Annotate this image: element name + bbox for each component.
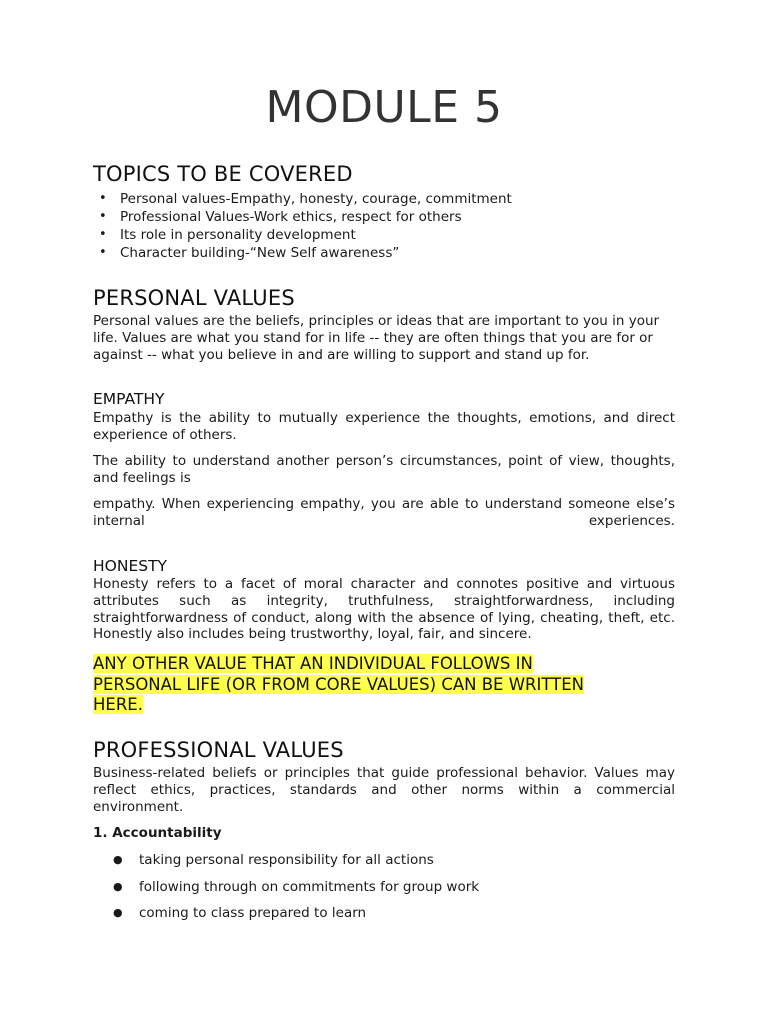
list-item [93,244,512,262]
topic-text: Professional Values-Work ethics, respect for others [120,209,462,225]
accountability-title: 1. Accountability [93,825,222,841]
accountability-list [93,851,479,931]
personal-values-text: Personal values are the beliefs, principles or ideas that are important to you in your life. Values are what you stand for in life -- they are often things that you are for or against -- what you believe in and are willing to support and stand up for. [93,313,660,363]
empathy-paragraph-1: Empathy is the ability to mutually experience the thoughts, emotions, and direct experience of others. [93,410,675,443]
empathy-paragraph-3: empathy. When experiencing empathy, you are able to understand someone else’s internal experiences. [93,496,675,529]
list-item [93,208,512,226]
list-item [93,190,512,208]
honesty-text: Honesty refers to a facet of moral character and connotes positive and virtuous attributes such as integrity, truthfulness, straightforwardness, including straightforwardness of conduct, along with the absence of lying, cheating, theft, etc. Honestly also includes being trustworthy, loyal, fair, and sincere. [93,576,675,643]
note-line: PERSONAL LIFE (OR FROM CORE VALUES) CAN BE WRITTEN [93,674,585,694]
note-line: HERE. [93,695,143,714]
empathy-paragraph-2: The ability to understand another person’s circumstances, point of view, thoughts, and feelings is [93,453,675,486]
highlighted-note [93,654,584,716]
bullet-icon: • [99,227,107,242]
bullet-icon: ● [113,879,123,893]
honesty-heading: HONESTY [93,557,168,575]
topic-text: Personal values-Empathy, honesty, courage, commitment [120,191,512,207]
bullet-icon: ● [113,906,123,919]
accountability-text: coming to class prepared to learn [139,905,367,921]
list-item [93,878,479,905]
professional-values-text: Business-related beliefs or principles that guide professional behavior. Values may reflect ethics, practices, standards and other norms within a commercial environment. [93,765,675,815]
bullet-icon: ● [113,853,123,866]
topics-heading: TOPICS TO BE COVERED [93,162,353,186]
accountability-text: following through on commitments for group work [139,878,480,895]
bullet-icon: • [99,191,107,206]
list-item [93,851,479,878]
bullet-icon: • [99,245,107,260]
topic-text: Character building-“New Self awareness” [120,245,400,261]
list-item [93,904,479,931]
professional-values-heading: PROFESSIONAL VALUES [93,738,344,762]
topic-text: Its role in personality development [120,227,356,243]
note-line: ANY OTHER VALUE THAT AN INDIVIDUAL FOLLOWS IN [93,654,533,673]
empathy-heading: EMPATHY [93,390,165,408]
topics-list [93,190,512,262]
document-title: MODULE 5 [265,82,503,133]
list-item [93,226,512,244]
accountability-text: taking personal responsibility for all actions [139,852,434,868]
personal-values-heading: PERSONAL VALUES [93,286,295,310]
bullet-icon: • [99,209,107,224]
